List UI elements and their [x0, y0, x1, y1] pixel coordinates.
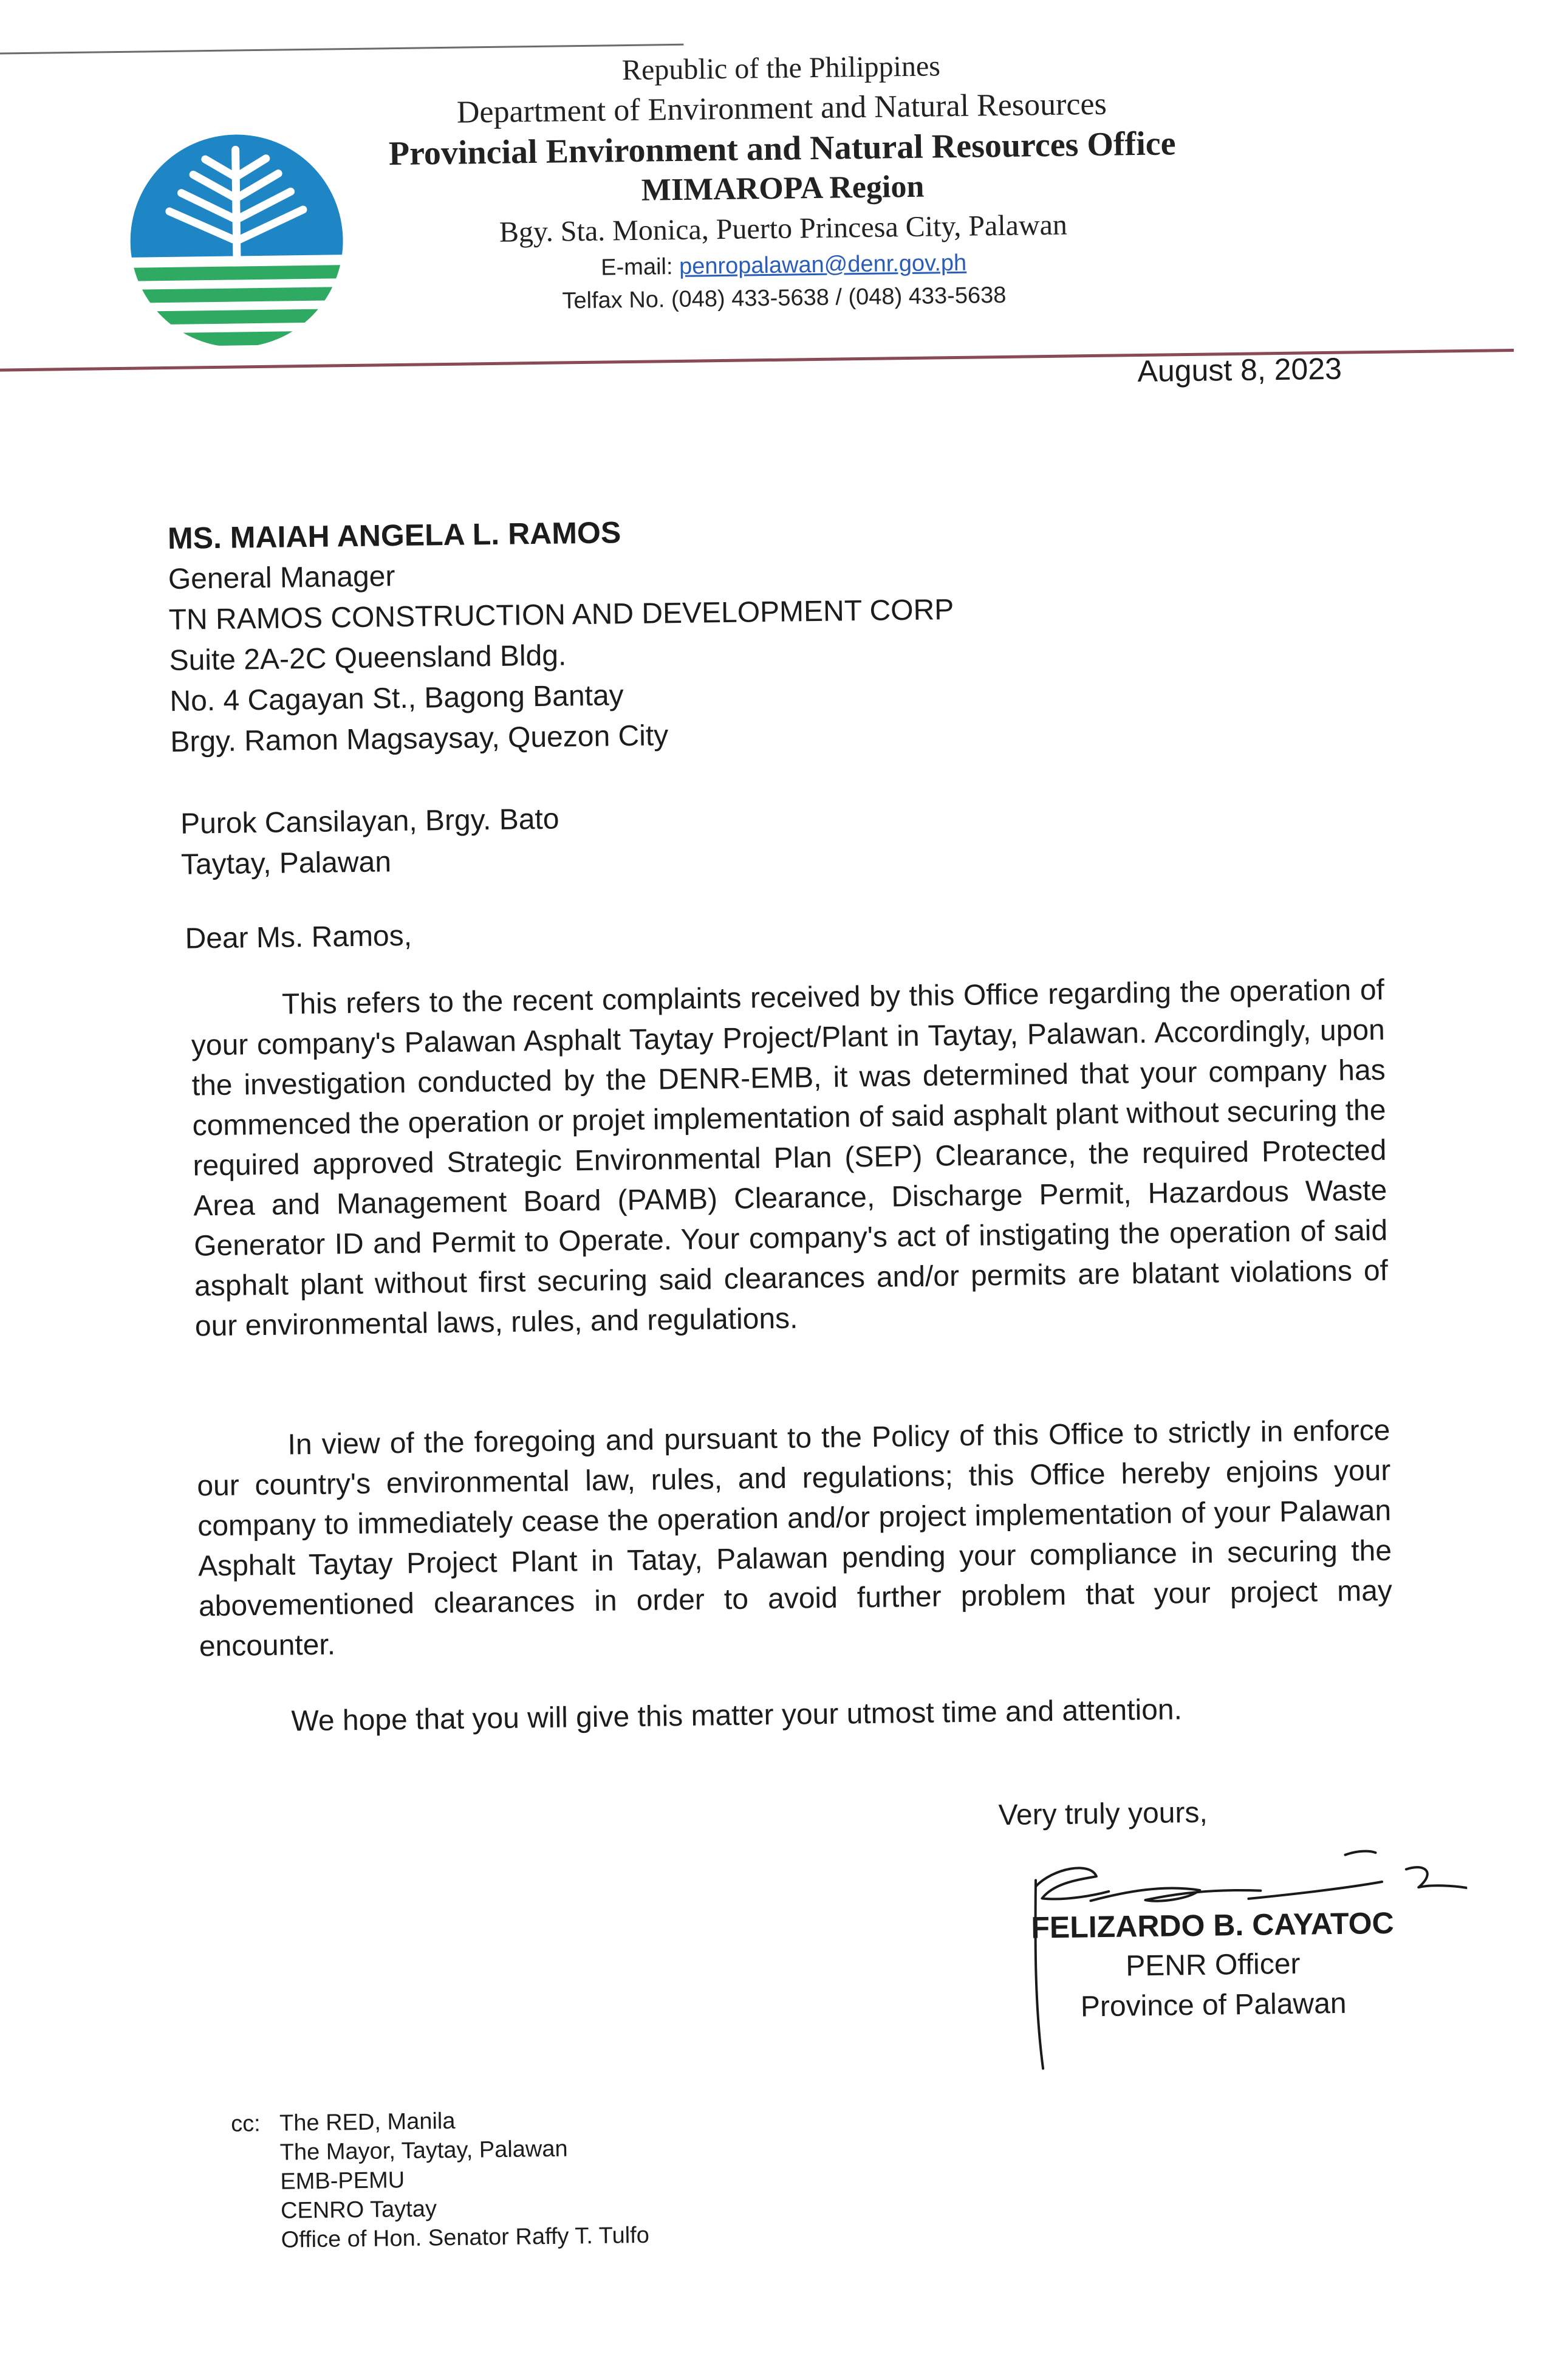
cc-recipient: The RED, Manila [279, 2108, 456, 2136]
closing: Very truly yours, [998, 1796, 1208, 1832]
letterhead-department: Department of Environment and Natural Resources [456, 86, 1107, 130]
salutation: Dear Ms. Ramos, [185, 919, 412, 955]
cc-recipient: EMB-PEMU [280, 2167, 405, 2195]
cc-recipient: The Mayor, Taytay, Palawan [279, 2136, 568, 2166]
body-paragraph: This refers to the recent complaints received by this Office regarding the operation of your company's Palawan Asphalt Taytay Project/Plant in Taytay, Palawan. Accordingly, upon the investigation conducted by the DENR-EMB, it was determined that your company has commenced the operation or projet implementation of said asphalt plant without securing the required approved Strategic Environmental Plan (SEP) Clearance, the required Protected Area and Management Board (PAMB) Clearance, Discharge Permit, Hazardous Waste Generator ID and Permit to Operate. Your company's act of instigating the operation of said asphalt plant without first securing said clearances and/or permits are blatant violations of our environmental laws, rules, and regulations. [191, 973, 1389, 1343]
signatory-name: FELIZARDO B. CAYATOC [1031, 1905, 1394, 1945]
recipient-address-line: Suite 2A-2C Queensland Bldg. [169, 639, 567, 677]
cc-label: cc: [230, 2111, 261, 2137]
recipient-address-line: No. 4 Cagayan St., Bagong Bantay [169, 679, 624, 718]
cc-recipient: Office of Hon. Senator Raffy T. Tulfo [281, 2222, 650, 2253]
body-paragraph: We hope that you will give this matter your utmost time and attention. [291, 1693, 1183, 1738]
letterhead-republic: Republic of the Philippines [621, 50, 941, 87]
letterhead-address: Bgy. Sta. Monica, Puerto Princesa City, Palawan [499, 208, 1068, 249]
cc-list [279, 2104, 649, 2255]
recipient-block [168, 508, 956, 763]
letterhead-office: Provincial Environment and Natural Resources Office [388, 125, 1176, 173]
denr-logo [126, 130, 347, 352]
recipient-address-line: Brgy. Ramon Magsaysay, Quezon City [170, 719, 669, 758]
email-label: E-mail: [600, 254, 673, 281]
signatory-position: PENR Officer [1125, 1947, 1301, 1983]
recipient-title: General Manager [168, 560, 395, 595]
letterhead-region: MIMAROPA Region [641, 169, 925, 208]
letterhead [326, 43, 1240, 321]
signatory-province: Province of Palawan [1080, 1987, 1347, 2023]
cc-recipient: CENRO Taytay [280, 2196, 437, 2224]
letter-date: August 8, 2023 [1137, 351, 1342, 389]
body-paragraph: In view of the foregoing and pursuant to the Policy of this Office to strictly in enforce our country's environmental law, rules, and regulations; this Office hereby enjoins your company to immediately cease the operation and/or project implementation of your Palawan Asphalt Taytay Project Plant in Tatay, Palawan pending your compliance in securing the abovementioned clearances in order to avoid further problem that your project may encounter. [197, 1414, 1393, 1663]
location-line: Purok Cansilayan, Brgy. Bato [180, 803, 559, 840]
recipient-company: TN RAMOS CONSTRUCTION AND DEVELOPMENT CORP [168, 594, 954, 636]
signatory-block [1012, 1902, 1415, 2028]
location-line: Taytay, Palawan [180, 846, 392, 881]
cc-block [231, 2104, 649, 2255]
letterhead-telfax: Telfax No. (048) 433-5638 / (048) 433-5638 [562, 282, 1007, 314]
project-location [180, 799, 560, 885]
email-link[interactable]: penropalawan@denr.gov.ph [679, 250, 967, 279]
recipient-name: MS. MAIAH ANGELA L. RAMOS [167, 515, 621, 555]
